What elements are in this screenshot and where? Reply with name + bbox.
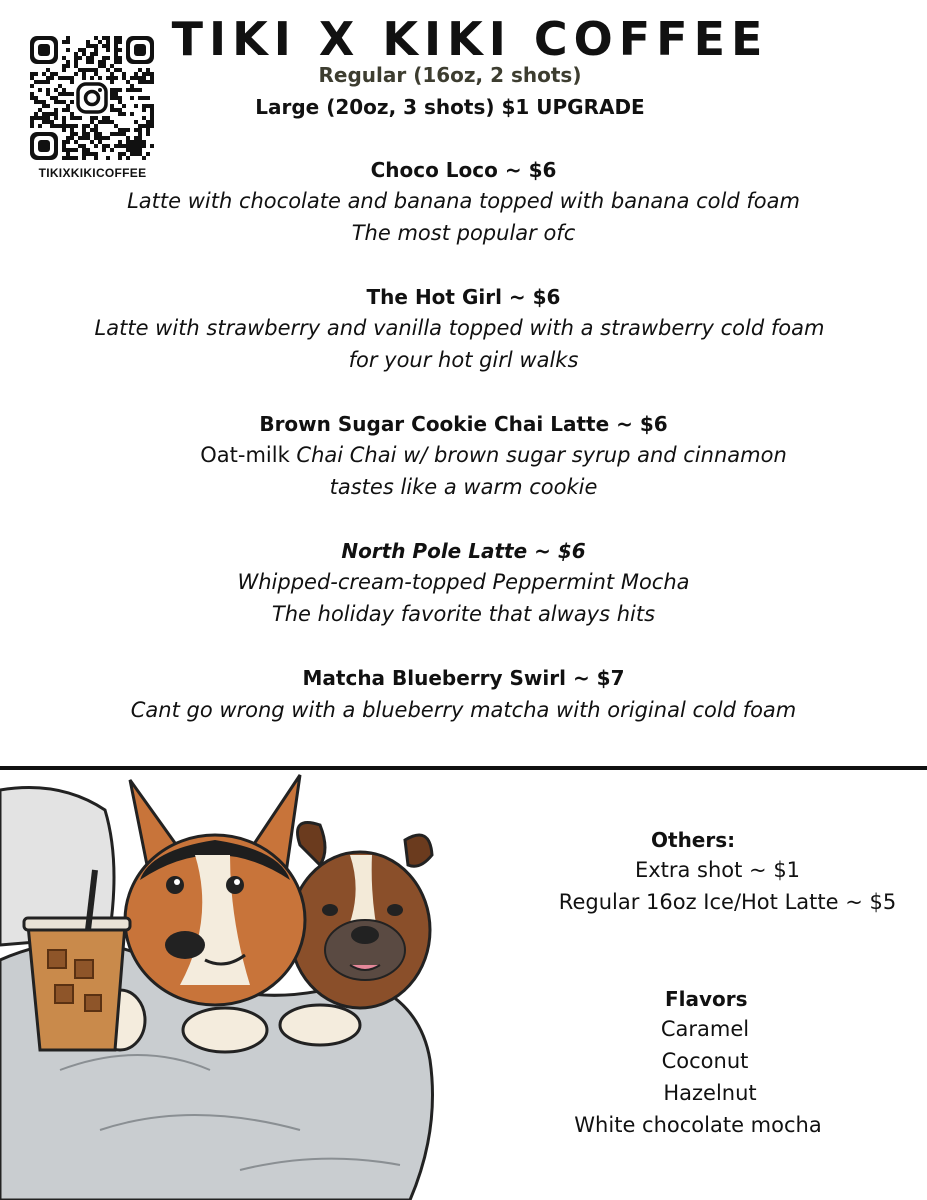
flavors-heading: Flavors: [665, 987, 748, 1011]
instagram-handle: TIKIXKIKICOFFEE: [38, 166, 147, 180]
dogs-with-iced-coffee-illustration: [0, 770, 450, 1200]
menu-item-description: The most popular ofc: [351, 221, 576, 245]
description-prefix: Oat-milk: [200, 443, 297, 467]
others-item: Regular 16oz Ice/Hot Latte ~ $5: [558, 890, 897, 914]
menu-item-name: North Pole Latte ~ $6: [341, 539, 586, 563]
instagram-qr-code-icon[interactable]: [30, 36, 154, 160]
large-size-info: Large (20oz, 3 shots) $1 UPGRADE: [255, 95, 645, 119]
menu-item-description: Latte with chocolate and banana topped with banana cold foam: [127, 189, 800, 213]
menu-title: TIKI X KIKI COFFEE: [171, 12, 769, 66]
flavor-item: White chocolate mocha: [574, 1113, 822, 1137]
menu-item-description: for your hot girl walks: [348, 348, 579, 372]
menu-item-name: The Hot Girl ~ $6: [366, 285, 561, 309]
others-item: Extra shot ~ $1: [634, 858, 801, 882]
others-heading: Others:: [651, 828, 736, 852]
menu-item-name: Brown Sugar Cookie Chai Latte ~ $6: [259, 412, 668, 436]
menu-item-name: Matcha Blueberry Swirl ~ $7: [302, 666, 625, 690]
flavor-item: Caramel: [660, 1017, 750, 1041]
menu-item-description: The holiday favorite that always hits: [271, 602, 656, 626]
menu-item-description: Whipped-cream-topped Peppermint Mocha: [237, 570, 690, 594]
menu-item-description: [30, 443, 927, 467]
menu-item-name: Choco Loco ~ $6: [370, 158, 557, 182]
flavor-item: Coconut: [661, 1049, 749, 1073]
menu-item-description: tastes like a warm cookie: [329, 475, 598, 499]
flavor-item: Hazelnut: [663, 1081, 757, 1105]
description-rest: Chai Chai w/ brown sugar syrup and cinnamon: [296, 443, 787, 467]
menu-item-description: Cant go wrong with a blueberry matcha with original cold foam: [130, 698, 797, 722]
regular-size-info: Regular (16oz, 2 shots): [318, 63, 582, 87]
menu-item-description: Latte with strawberry and vanilla topped with a strawberry cold foam: [94, 316, 825, 340]
